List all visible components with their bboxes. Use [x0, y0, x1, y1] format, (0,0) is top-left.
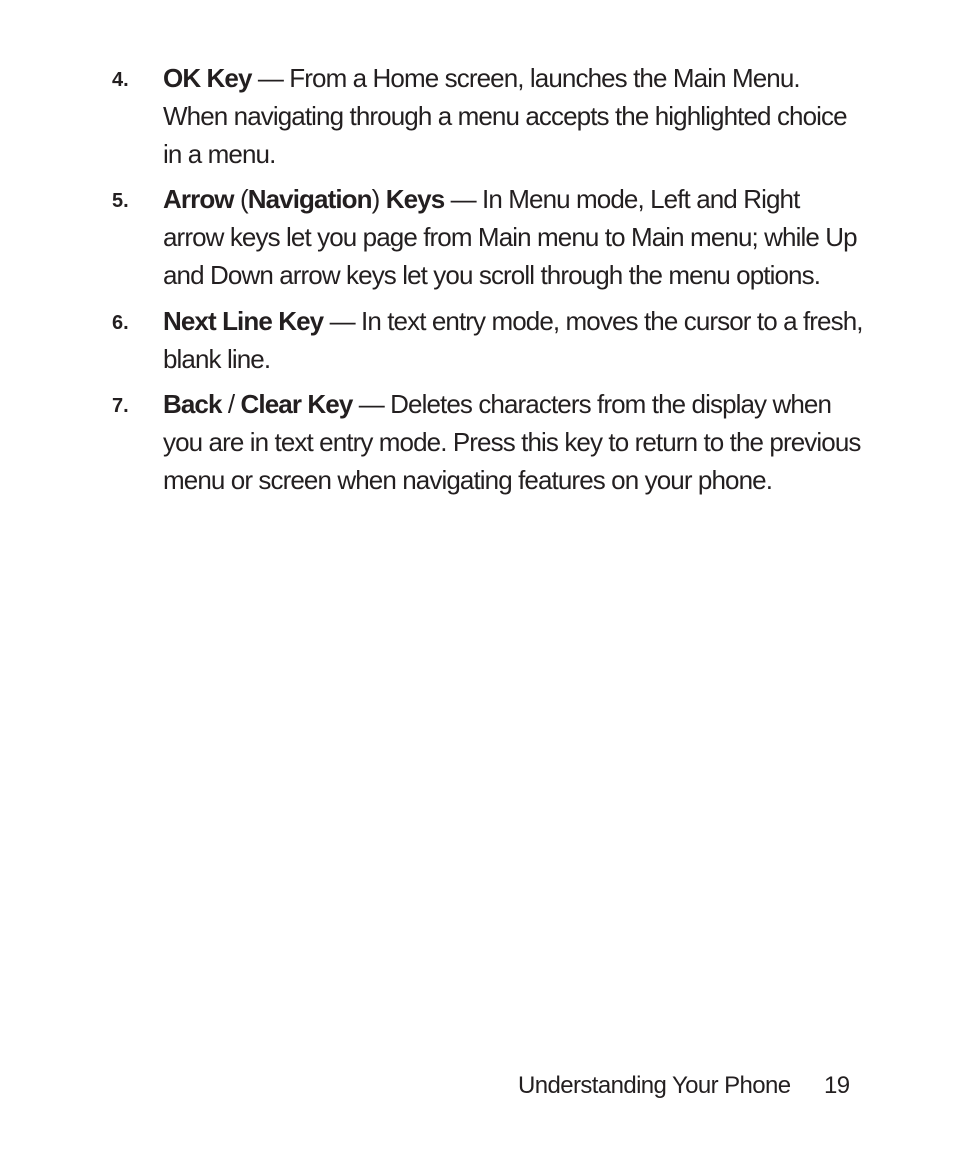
list-item-ok-key [0, 60, 954, 173]
term-navigation: Navigation [247, 184, 372, 215]
separator-slash: / [221, 389, 241, 420]
term-clear-key: Clear Key [240, 389, 353, 420]
term-ok-key: OK Key [163, 63, 252, 93]
description: — In text entry mode, moves the cursor to a fresh, blank line. [163, 305, 863, 374]
description: — In Menu mode, Left and Right arrow keys let you page from Main menu to Main menu; while Up and Down arrow keys let you scroll through the menu options. [163, 184, 857, 290]
paren-close: ) [371, 184, 386, 215]
item-text [163, 386, 863, 499]
item-number: 6. [112, 311, 129, 334]
description: — From a Home screen, launches the Main Menu. When navigating through a menu accepts the highlighted choice in a menu. [163, 63, 847, 169]
list-item-arrow-keys [0, 181, 954, 294]
item-number: 4. [112, 69, 129, 91]
item-text [163, 60, 863, 173]
term-next-line-key: Next Line Key [163, 305, 324, 336]
key-description-list [0, 60, 954, 508]
term-arrow: Arrow [163, 184, 234, 215]
item-number: 5. [112, 190, 129, 213]
term-keys: Keys [385, 184, 445, 215]
list-item-next-line-key [0, 303, 954, 379]
paren-open: ( [233, 184, 248, 215]
page-number: 19 [824, 1072, 850, 1099]
item-text [163, 181, 863, 294]
term-back: Back [163, 389, 222, 420]
item-number: 7. [112, 395, 129, 418]
item-text [163, 303, 863, 379]
list-item-back-clear-key [0, 386, 954, 499]
description: — Deletes characters from the display when you are in text entry mode. Press this key to return to the previous menu or screen when navigating features on your phone. [163, 389, 861, 495]
section-title: Understanding Your Phone [518, 1072, 791, 1099]
